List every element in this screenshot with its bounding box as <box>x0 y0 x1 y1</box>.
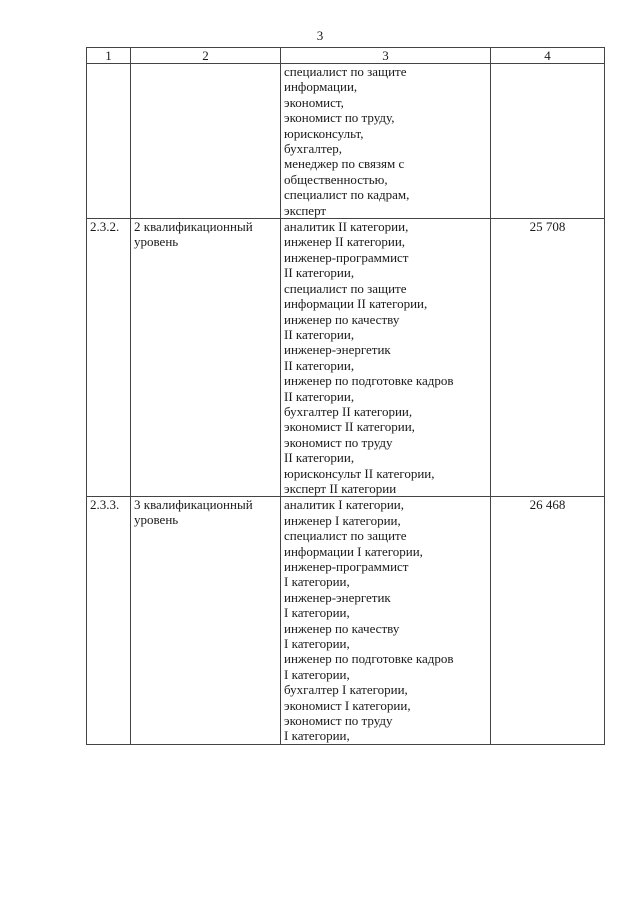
position-line: менеджер по связям с <box>284 156 405 172</box>
position-line: инженер-программист <box>284 559 409 574</box>
column-header: 3 <box>281 48 491 64</box>
position-line: экономист I категории, <box>284 697 411 713</box>
position-line: экономист по труду <box>284 434 393 450</box>
position-list <box>281 64 491 219</box>
position-line: II категории, <box>284 357 355 373</box>
position-line: бухгалтер II категории, <box>284 403 413 419</box>
position-line: инженер I категории, <box>284 512 401 528</box>
position-line: информации, <box>284 79 358 95</box>
position-line: I категории, <box>284 605 350 621</box>
position-line: инженер II категории, <box>284 234 406 250</box>
position-line: II категории, <box>284 450 355 466</box>
salary-amount: 25 708 <box>491 219 605 497</box>
position-line: I категории, <box>284 636 350 652</box>
salary-amount: 26 468 <box>491 497 605 745</box>
qualification-level <box>131 64 281 219</box>
salary-table <box>86 47 605 745</box>
position-line: информации I категории, <box>284 543 423 559</box>
position-line: экономист, <box>284 94 344 110</box>
position-line: инженер по качеству <box>284 620 400 636</box>
qualification-level-line: 3 квалификационный <box>134 497 253 513</box>
position-line: общественностью, <box>284 171 388 187</box>
position-line: II категории, <box>284 265 355 281</box>
position-line: экономист II категории, <box>284 419 415 435</box>
column-header: 2 <box>131 48 281 64</box>
position-line: инженер по подготовке кадров <box>284 373 454 389</box>
qualification-level <box>131 497 281 745</box>
position-line: эксперт II категории <box>284 480 397 496</box>
row-code: 2.3.3. <box>87 497 131 745</box>
position-line: информации II категории, <box>284 296 428 312</box>
position-list <box>281 219 491 497</box>
position-line: бухгалтер, <box>284 141 343 157</box>
position-line: II категории, <box>284 388 355 404</box>
position-line: инженер по качеству <box>284 311 400 327</box>
position-line: инженер-энергетик <box>284 342 391 358</box>
table-row <box>87 497 605 745</box>
qualification-level <box>131 219 281 497</box>
position-line: инженер по подготовке кадров <box>284 651 454 667</box>
qualification-level-line: 2 квалификационный <box>134 219 253 235</box>
header-row <box>87 48 605 64</box>
position-line: аналитик I категории, <box>284 497 405 513</box>
qualification-level-line: уровень <box>134 512 179 528</box>
table-row <box>87 219 605 497</box>
table-body <box>87 64 605 745</box>
position-line: эксперт <box>284 202 327 218</box>
position-line: специалист по защите <box>284 64 407 79</box>
position-list <box>281 497 491 745</box>
position-line: инженер-энергетик <box>284 589 391 605</box>
position-line: бухгалтер I категории, <box>284 682 408 698</box>
position-line: I категории, <box>284 728 350 744</box>
row-code: 2.3.2. <box>87 219 131 497</box>
position-line: инженер-программист <box>284 249 409 265</box>
table-row <box>87 64 605 219</box>
position-line: юрисконсульт II категории, <box>284 465 435 481</box>
position-line: юрисконсульт, <box>284 125 364 141</box>
position-line: II категории, <box>284 326 355 342</box>
position-line: I категории, <box>284 574 350 590</box>
position-line: специалист по защите <box>284 528 407 544</box>
column-header: 1 <box>87 48 131 64</box>
page-number: 3 <box>316 28 324 43</box>
position-line: I категории, <box>284 666 350 682</box>
position-line: экономист по труду, <box>284 110 395 126</box>
position-line: специалист по кадрам, <box>284 187 410 203</box>
qualification-level-line: уровень <box>134 234 179 250</box>
column-header: 4 <box>491 48 605 64</box>
position-line: специалист по защите <box>284 280 407 296</box>
salary-amount <box>491 64 605 219</box>
position-line: экономист по труду <box>284 713 393 729</box>
row-code <box>87 64 131 219</box>
position-line: аналитик II категории, <box>284 219 409 235</box>
